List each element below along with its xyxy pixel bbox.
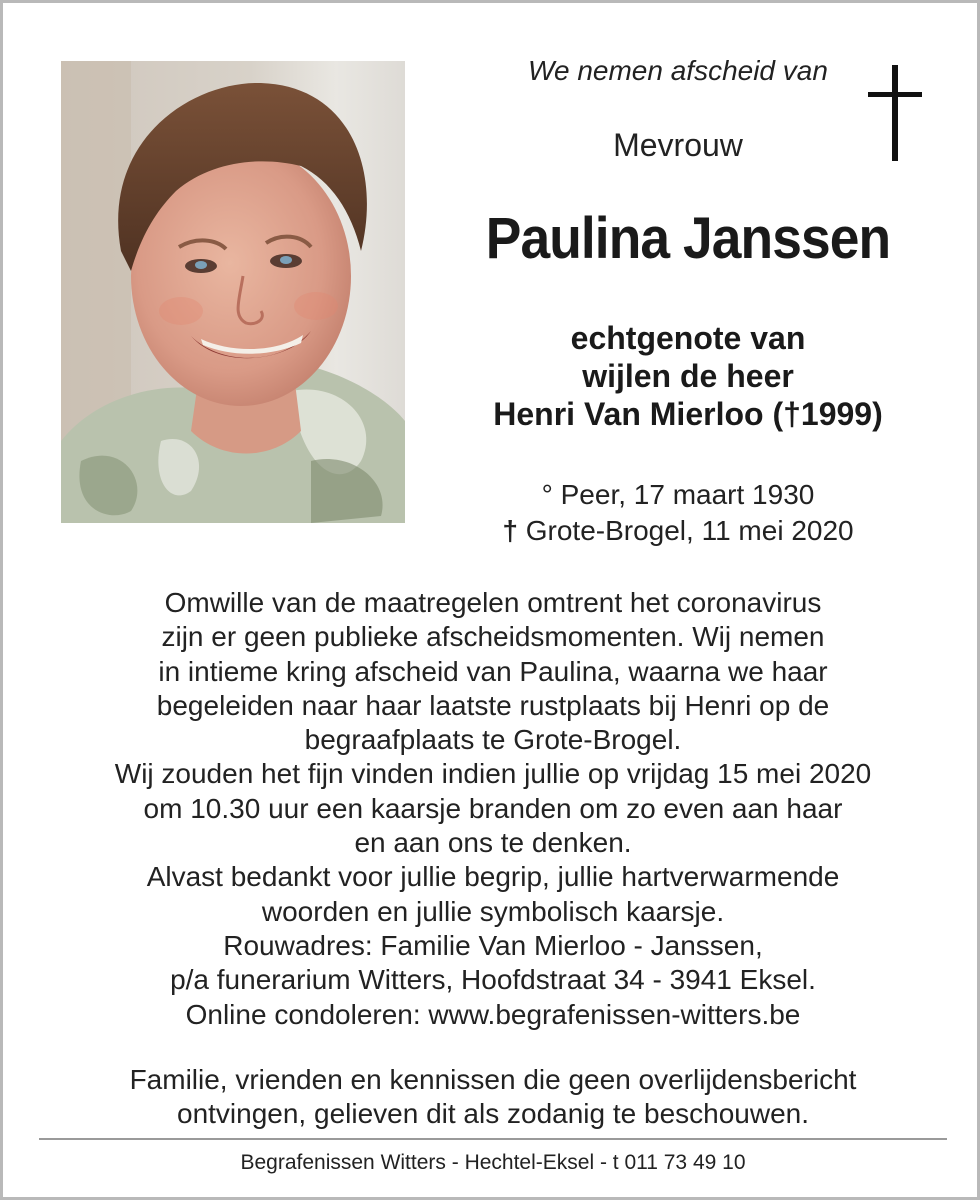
death-date — [443, 513, 913, 549]
spouse-line: Henri Van Mierloo (†1999) — [493, 396, 883, 432]
spouse-line: wijlen de heer — [582, 358, 794, 394]
dates-block — [443, 477, 913, 549]
birth-mark: ° — [541, 479, 553, 510]
portrait-photo — [61, 61, 405, 523]
birth-text: Peer, 17 maart 1930 — [560, 479, 815, 510]
body-line: begeleiden naar haar laatste rustplaats bij Henri op de — [156, 689, 830, 721]
intro-text: We nemen afscheid van — [528, 55, 828, 86]
divider — [39, 1138, 947, 1140]
closing-line: ontvingen, gelieven dit als zodanig te beschouwen. — [177, 1098, 809, 1129]
body-line: om 10.30 uur een kaarsje branden om zo even aan haar — [143, 792, 843, 824]
footer-text: Begrafenissen Witters - Hechtel-Eksel - t 011 73 49 10 — [240, 1151, 746, 1174]
closing-line: Familie, vrienden en kennissen die geen overlijdensbericht — [129, 1064, 857, 1095]
death-mark: † — [502, 515, 518, 546]
deceased-name: Paulina Janssen — [485, 206, 891, 271]
body-line: woorden en jullie symbolisch kaarsje. — [261, 895, 725, 927]
body-line: Omwille van de maatregelen omtrent het coronavirus — [164, 587, 822, 618]
body-line: Online condoleren: www.begrafenissen-witters.be — [185, 998, 801, 1030]
body-line: p/a funerarium Witters, Hoofdstraat 34 - 3941 Eksel. — [170, 964, 816, 996]
birth-date — [443, 477, 913, 513]
salutation: Mevrouw — [613, 127, 743, 163]
body-line: Wij zouden het fijn vinden indien jullie op vrijdag 15 mei 2020 — [114, 758, 872, 790]
portrait-illustration — [61, 61, 405, 523]
closing-text — [43, 1063, 943, 1131]
spouse-block — [433, 319, 943, 433]
body-line: in intieme kring afscheid van Paulina, waarna we haar — [158, 655, 828, 687]
death-text: Grote-Brogel, 11 mei 2020 — [525, 515, 854, 546]
body-line: zijn er geen publieke afscheidsmomenten. Wij nemen — [161, 621, 825, 653]
body-line: Rouwadres: Familie Van Mierloo - Janssen, — [223, 929, 763, 961]
body-line: Alvast bedankt voor jullie begrip, jullie hartverwarmende — [146, 861, 840, 893]
announcement-body — [43, 586, 943, 1032]
body-line: en aan ons te denken. — [354, 827, 632, 859]
body-line: begraafplaats te Grote-Brogel. — [304, 724, 682, 756]
spouse-line: echtgenote van — [570, 320, 806, 356]
